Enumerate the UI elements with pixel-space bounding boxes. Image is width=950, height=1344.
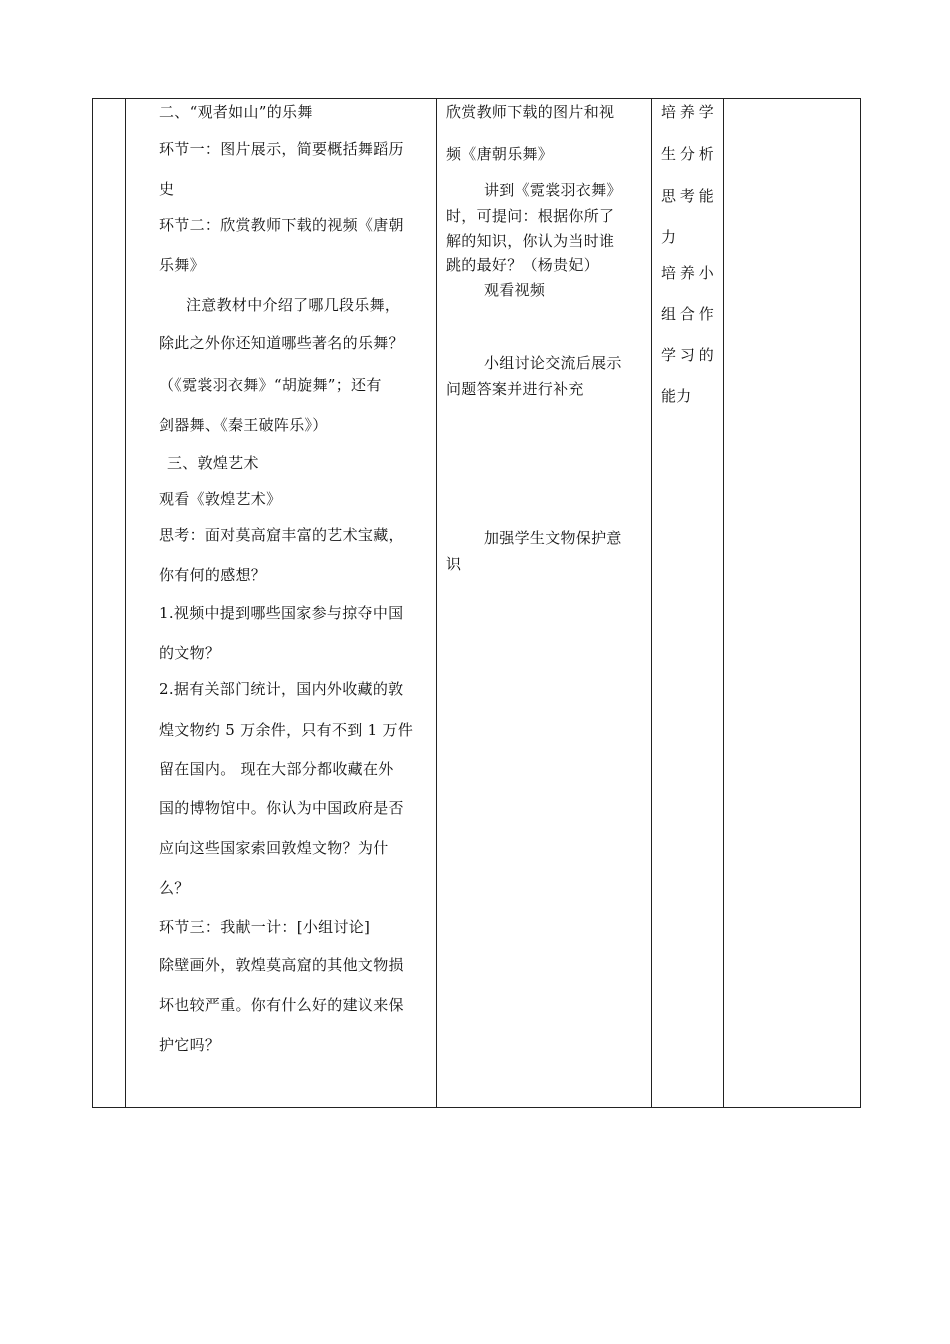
section-heading: 三、敦煌艺术 [167,454,259,472]
content-line: 环节一：图片展示，简要概括舞蹈历 [159,140,404,158]
content-line: 乐舞》 [159,256,205,274]
column-divider [125,98,126,1108]
content-line: 环节三：我献一计：[小组讨论] [159,918,371,936]
goal-line: 培 养 学 [661,103,714,121]
goal-line: 组 合 作 [661,305,714,323]
content-line: 坏也较严重。你有什么好的建议来保 [159,996,404,1014]
content-line: 国的博物馆中。你认为中国政府是否 [159,799,404,817]
goal-line: 能力 [661,387,692,405]
activity-line: 观看视频 [484,281,546,299]
goal-line: 学 习 的 [661,346,714,364]
goal-line: 思 考 能 [661,187,714,205]
activity-line: 欣赏教师下载的图片和视 [446,103,615,121]
activity-line: 识 [446,555,462,573]
content-line: 1.视频中提到哪些国家参与掠夺中国 [159,604,404,622]
activity-line: 加强学生文物保护意 [484,529,622,547]
content-line: 你有何的感想？ [159,566,267,584]
activity-line: 问题答案并进行补充 [446,380,584,398]
column-divider [436,98,437,1108]
activity-line: 讲到《霓裳羽衣舞》 [484,181,622,199]
content-line: 除壁画外，敦煌莫高窟的其他文物损 [159,956,404,974]
activity-line: 跳的最好？（杨贵妃） [446,256,600,274]
content-line: 环节二：欣赏教师下载的视频《唐朝 [159,216,404,234]
column-divider [651,98,652,1108]
content-line: 2.据有关部门统计，国内外收藏的敦 [159,680,404,698]
content-line: 观看《敦煌艺术》 [159,490,282,508]
content-line: 注意教材中介绍了哪几段乐舞， [186,296,401,314]
content-line: 留在国内。 现在大部分都收藏在外 [159,760,394,778]
content-line: 应向这些国家索回敦煌文物？为什 [159,839,389,857]
activity-line: 频《唐朝乐舞》 [446,145,554,163]
goal-line: 力 [661,228,677,246]
content-line: 思考：面对莫高窟丰富的艺术宝藏， [159,526,404,544]
activity-line: 小组讨论交流后展示 [484,354,622,372]
content-line: 的文物？ [159,644,221,662]
goal-line: 生 分 析 [661,145,714,163]
content-line: （《霓裳羽衣舞》“胡旋舞”；还有 [159,376,382,394]
column-divider [723,98,724,1108]
activity-line: 时，可提问：根据你所了 [446,207,615,225]
content-line: 除此之外你还知道哪些著名的乐舞？ [159,334,404,352]
content-line: 护它吗？ [159,1036,221,1054]
activity-line: 解的知识，你认为当时谁 [446,232,615,250]
content-line: 二、“观者如山”的乐舞 [159,103,313,121]
content-line: 么？ [159,879,190,897]
content-line: 史 [159,180,175,198]
goal-line: 培 养 小 [661,264,714,282]
content-line: 煌文物约 5 万余件，只有不到 1 万件 [159,721,414,739]
content-line: 剑器舞、《秦王破阵乐》） [159,416,328,434]
